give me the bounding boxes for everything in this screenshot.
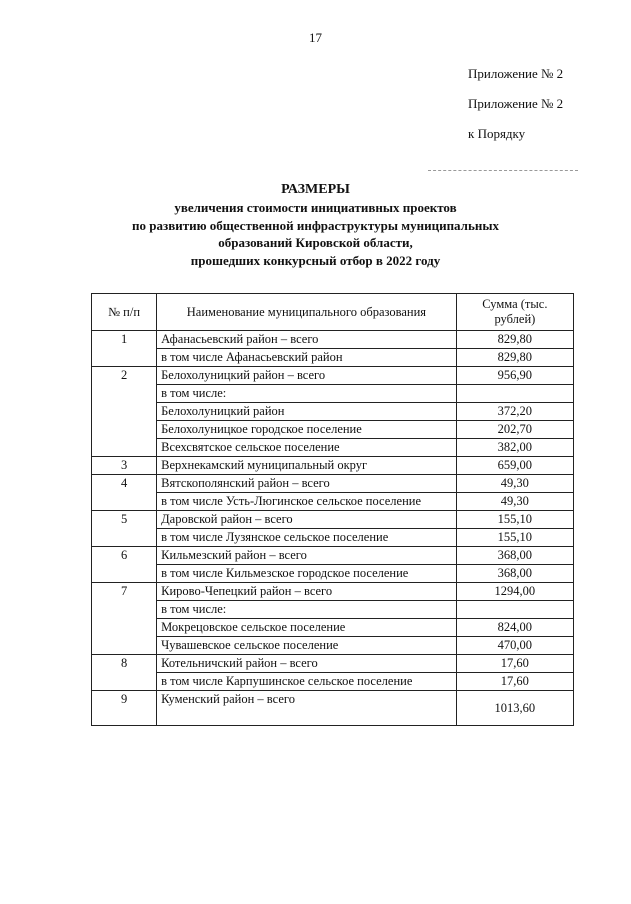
row-name: в том числе Лузянское сельское поселение — [157, 529, 457, 547]
row-name: в том числе Усть-Люгинское сельское поселение — [157, 493, 457, 511]
row-sum: 956,90 — [456, 367, 573, 385]
row-name: Кильмезский район – всего — [157, 547, 457, 565]
row-sum: 829,80 — [456, 349, 573, 367]
row-sum: 824,00 — [456, 619, 573, 637]
row-name: Куменский район – всего — [157, 691, 457, 726]
row-name: Вятскополянский район – всего — [157, 475, 457, 493]
row-num: 3 — [92, 457, 157, 475]
table-row — [92, 331, 574, 349]
table-row — [92, 565, 574, 583]
row-name: в том числе: — [157, 601, 457, 619]
row-num: 7 — [92, 583, 157, 655]
table-row — [92, 349, 574, 367]
row-sum: 470,00 — [456, 637, 573, 655]
row-sum: 368,00 — [456, 565, 573, 583]
row-sum: 155,10 — [456, 529, 573, 547]
row-sum: 49,30 — [456, 475, 573, 493]
row-name: Котельничский район – всего — [157, 655, 457, 673]
table-row — [92, 655, 574, 673]
table-row — [92, 547, 574, 565]
table-row — [92, 367, 574, 385]
page-number: 17 — [309, 30, 322, 45]
row-name: в том числе Кильмезское городское поселение — [157, 565, 457, 583]
table-row — [92, 673, 574, 691]
subtitle-line: увеличения стоимости инициативных проектов — [174, 200, 457, 215]
table-row — [92, 475, 574, 493]
row-sum: 155,10 — [456, 511, 573, 529]
row-sum: 368,00 — [456, 547, 573, 565]
row-num: 6 — [92, 547, 157, 583]
row-name: Афанасьевский район – всего — [157, 331, 457, 349]
row-sum: 49,30 — [456, 493, 573, 511]
row-name: в том числе: — [157, 385, 457, 403]
row-num: 4 — [92, 475, 157, 511]
table-row — [92, 583, 574, 601]
row-name: Всехсвятское сельское поселение — [157, 439, 457, 457]
row-sum: 1294,00 — [456, 583, 573, 601]
table-row — [92, 601, 574, 619]
table-row — [92, 439, 574, 457]
row-num: 2 — [92, 367, 157, 457]
table-row — [92, 511, 574, 529]
subtitle-line: прошедших конкурсный отбор в 2022 году — [190, 252, 441, 268]
row-name: Верхнекамский муниципальный округ — [157, 457, 457, 475]
row-sum: 829,80 — [456, 331, 573, 349]
row-sum: 659,00 — [456, 457, 573, 475]
annex-label-1: Приложение № 2 — [468, 66, 564, 81]
row-name: Белохолуницкое городское поселение — [157, 421, 457, 439]
row-sum: 17,60 — [456, 673, 573, 691]
row-name: Чувашевское сельское поселение — [157, 637, 457, 655]
header-num: № п/п — [92, 294, 157, 331]
table-header-row — [92, 294, 574, 331]
row-sum: 382,00 — [456, 439, 573, 457]
row-name: Кирово-Чепецкий район – всего — [157, 583, 457, 601]
table-row — [92, 619, 574, 637]
document-title: РАЗМЕРЫ — [281, 182, 350, 197]
table-row — [92, 493, 574, 511]
header-sum: Сумма (тыс. рублей) — [456, 294, 573, 331]
row-sum: 202,70 — [456, 421, 573, 439]
row-name: в том числе Афанасьевский район — [157, 349, 457, 367]
annex-label-3: к Порядку — [468, 126, 526, 141]
row-num: 9 — [92, 691, 157, 726]
row-name: Белохолуницкий район — [157, 403, 457, 421]
header-name: Наименование муниципального образования — [157, 294, 457, 331]
table-row — [92, 385, 574, 403]
subtitle-line: образований Кировской области, — [218, 235, 413, 250]
row-sum — [456, 385, 573, 403]
table-row — [92, 637, 574, 655]
allocation-table — [91, 293, 574, 726]
row-sum: 372,20 — [456, 403, 573, 421]
header-divider — [428, 170, 578, 171]
table-row — [92, 529, 574, 547]
row-name: Белохолуницкий район – всего — [157, 367, 457, 385]
row-name: Мокрецовское сельское поселение — [157, 619, 457, 637]
row-sum — [456, 601, 573, 619]
subtitle-line: по развитию общественной инфраструктуры муниципальных — [132, 217, 499, 233]
row-num: 1 — [92, 331, 157, 367]
row-sum: 17,60 — [456, 655, 573, 673]
row-name: в том числе Карпушинское сельское поселение — [157, 673, 457, 691]
row-num: 8 — [92, 655, 157, 691]
table-row — [92, 691, 574, 726]
table-row — [92, 403, 574, 421]
table-row — [92, 421, 574, 439]
table-row — [92, 457, 574, 475]
document-subtitle — [90, 199, 541, 269]
row-num: 5 — [92, 511, 157, 547]
annex-label-2: Приложение № 2 — [468, 96, 564, 111]
row-sum: 1013,60 — [456, 691, 573, 726]
row-name: Даровской район – всего — [157, 511, 457, 529]
